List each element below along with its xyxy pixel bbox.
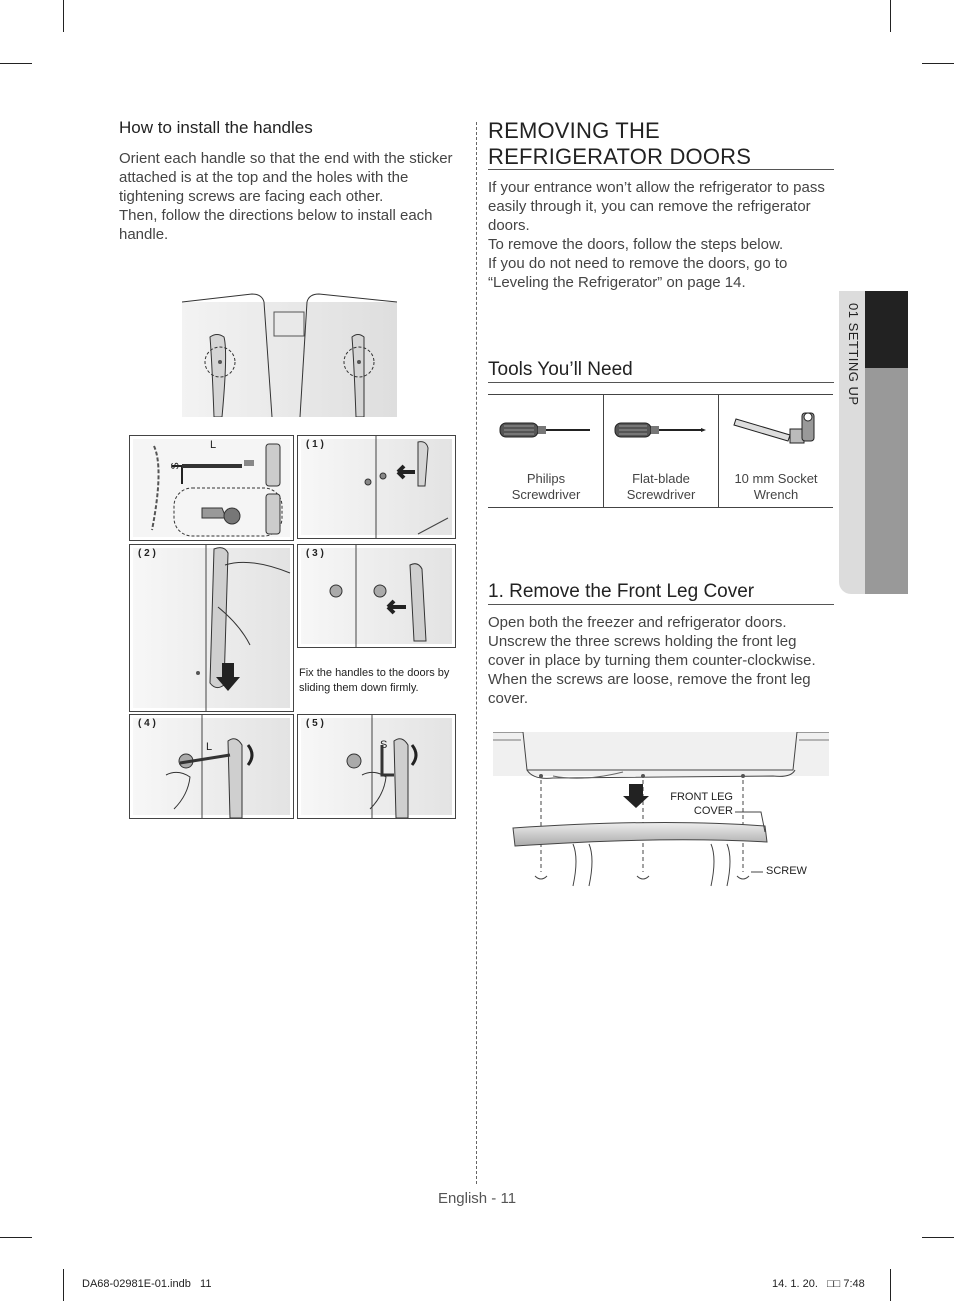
crop-mark (0, 1237, 32, 1238)
diagram-label-line: COVER (693, 805, 733, 817)
step1-line: When the screws are loose, remove the front leg cover. (488, 671, 811, 707)
diagram-label-line: FRONT LEG (670, 791, 733, 803)
page-title: REMOVING THE REFRIGERATOR DOORS (488, 118, 752, 169)
tool-letter-s: S (380, 739, 388, 751)
step1-rule (488, 604, 834, 605)
tools-heading: Tools You’ll Need (488, 359, 633, 380)
step1-line: Open both the freezer and refrigerator doors. (488, 614, 787, 631)
socket-wrench-icon (730, 409, 822, 449)
intro-line: If you do not need to remove the doors, go to “Leveling the Refrigerator” on page 14. (488, 255, 788, 291)
step1-line: Unscrew the three screws holding the front leg cover in place by turning them counter-clockwise. (488, 633, 816, 669)
tool-letter-l: L (206, 741, 213, 753)
step1-heading: 1. Remove the Front Leg Cover (488, 581, 755, 602)
diagram-label-front-leg-cover (660, 790, 733, 818)
column-divider (476, 122, 477, 1184)
footer-file-name: DA68-02981E-01.indb 11 (82, 1278, 212, 1290)
footer-date: 14. 1. 20. □□ 7:48 (772, 1278, 865, 1290)
crop-mark (922, 63, 954, 64)
tool-cell-philips (488, 395, 604, 507)
step-2-illustration (130, 545, 293, 711)
tool-cell-socket (718, 395, 833, 507)
step-caption: Fix the handles to the doors by sliding them down firmly. (299, 667, 450, 694)
step-label: ( 4 ) (138, 718, 156, 729)
title-rule (488, 169, 834, 170)
crop-mark (890, 0, 891, 32)
chapter-tab-label: 01 SETTING UP (846, 303, 861, 406)
tool-name: 10 mm Socket Wrench (734, 471, 818, 502)
step-1-illustration (298, 436, 455, 538)
handle-parts-illustration (134, 438, 289, 538)
install-instructions (119, 149, 465, 244)
step-label: ( 1 ) (306, 439, 324, 450)
tool-cell-flat (603, 395, 719, 507)
crop-mark (63, 1269, 64, 1301)
parts-panel (129, 435, 294, 541)
crop-mark (63, 0, 64, 32)
step-3-illustration (298, 545, 455, 647)
install-instruction-line: Orient each handle so that the end with the sticker attached is at the top and the holes with the tightening screws are facing each other. (119, 150, 453, 205)
step-4-illustration (130, 715, 293, 818)
diagram-label-screw: SCREW (766, 865, 807, 877)
step-panel-4 (129, 714, 294, 819)
tools-rule (488, 382, 834, 383)
tool-letter-l: L (210, 439, 217, 451)
chapter-tab-mid (865, 368, 908, 594)
page-number: English - 11 (437, 1190, 517, 1207)
fridge-doors-illustration (182, 292, 397, 417)
step-panel-3 (297, 544, 456, 648)
step-label: ( 2 ) (138, 548, 156, 559)
step-label: ( 5 ) (306, 718, 324, 729)
tools-table (488, 394, 833, 508)
crop-mark (890, 1269, 891, 1301)
section-heading-install-handles: How to install the handles (119, 118, 313, 137)
chapter-tab (839, 291, 908, 594)
philips-screwdriver-icon (498, 419, 594, 443)
step-panel-5 (297, 714, 456, 819)
install-instruction-line: Then, follow the directions below to install each handle. (119, 207, 433, 243)
tool-name: Philips Screwdriver (511, 471, 581, 502)
tool-name: Flat-blade Screwdriver (626, 471, 696, 502)
tool-letter-s: S (169, 462, 182, 470)
step-5-illustration (298, 715, 455, 818)
crop-mark (0, 63, 32, 64)
removal-intro (488, 178, 836, 292)
chapter-tab-dark (865, 291, 908, 368)
step1-instructions (488, 613, 836, 708)
flat-blade-screwdriver-icon (613, 419, 709, 443)
intro-line: To remove the doors, follow the steps below. (488, 236, 784, 253)
step-label: ( 3 ) (306, 548, 324, 559)
intro-line: If your entrance won’t allow the refrigerator to pass easily through it, you can remove the refrigerator doors. (488, 179, 825, 234)
step-panel-2 (129, 544, 294, 712)
crop-mark (922, 1237, 954, 1238)
step-panel-1 (297, 435, 456, 539)
